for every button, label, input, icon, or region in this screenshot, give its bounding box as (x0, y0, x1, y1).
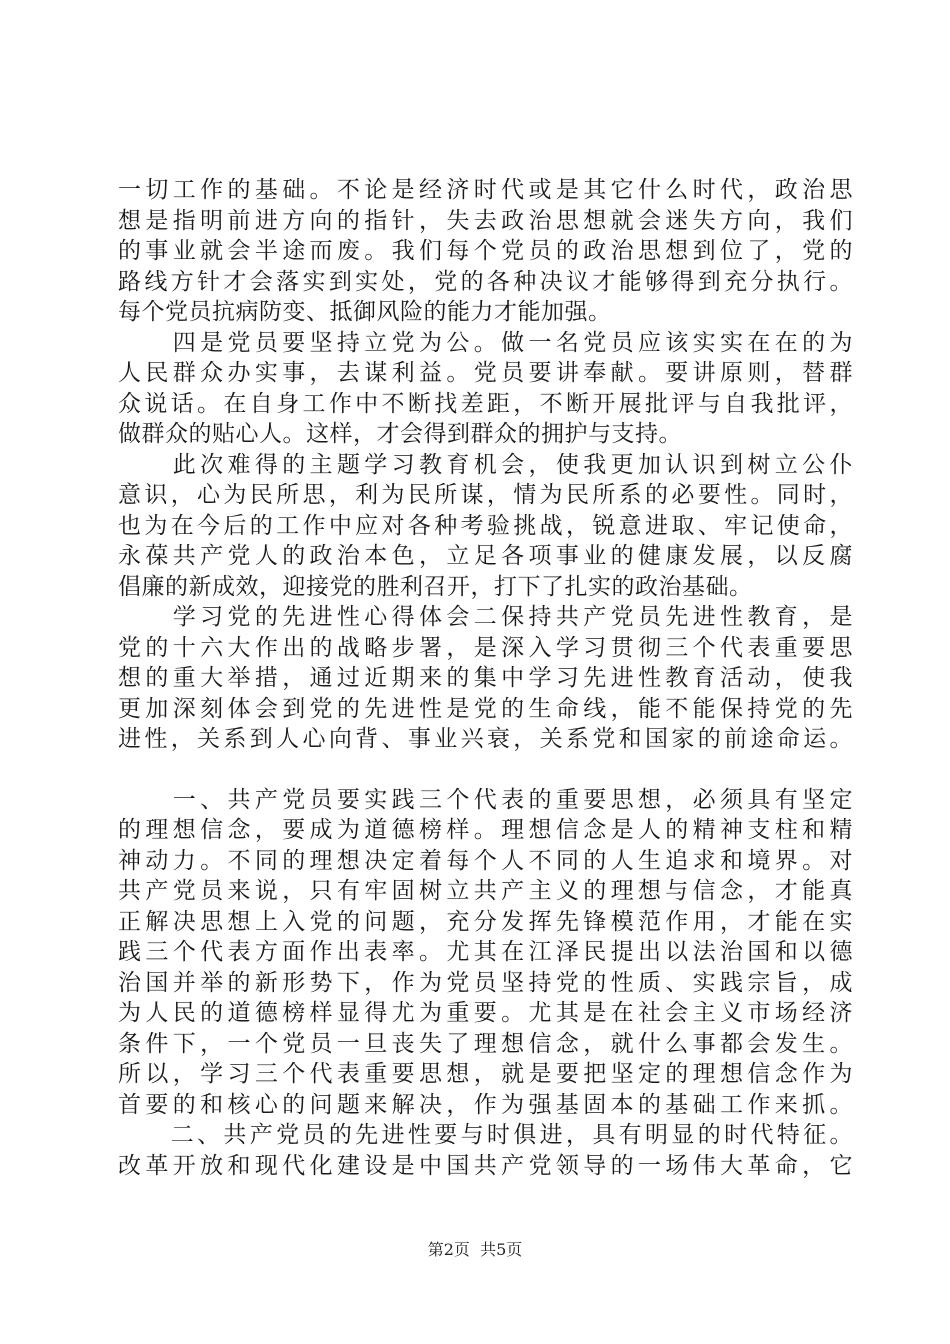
paragraph-gap (118, 755, 853, 785)
text-line: 一切工作的基础。不论是经济时代或是其它什么时代，政治思 (118, 177, 853, 203)
text-line: 践三个代表方面作出表率。尤其在江泽民提出以法治国和以德 (118, 939, 853, 965)
paragraph-2 (118, 328, 853, 450)
text-line: 倡廉的新成效，迎接党的胜利召开，打下了扎实的政治基础。 (118, 573, 753, 600)
text-line: 想的重大举措，通过近期来的集中学习先进性教育活动，使我 (118, 665, 853, 691)
page-footer (0, 1240, 950, 1260)
text-line: 治国并举的新形势下，作为党员坚持党的性质、实践宗旨，成 (118, 969, 853, 996)
text-line: 为人民的道德榜样显得尤为重要。尤其是在社会主义市场经济 (118, 1000, 853, 1026)
paragraph-4 (118, 602, 853, 755)
text-line: 做群众的贴心人。这样，才会得到群众的拥护与支持。 (118, 421, 682, 447)
text-line: 路线方针才会落实到实处，党的各种决议才能够得到充分执行。 (118, 268, 853, 295)
text-line: 四是党员要坚持立党为公。做一名党员应该实实在在的为 (118, 329, 853, 356)
text-line: 条件下，一个党员一旦丧失了理想信念，就什么事都会发生。 (118, 1030, 853, 1057)
text-line: 更加深刻体会到党的先进性是党的生命线，能不能保持党的先 (118, 695, 853, 722)
text-line: 神动力。不同的理想决定着每个人不同的人生追求和境界。对 (118, 847, 853, 874)
text-line: 众说话。在自身工作中不断找差距，不断开展批评与自我批评， (118, 390, 853, 417)
text-line: 的事业就会半途而废。我们每个党员的政治思想到位了，党的 (118, 238, 853, 264)
text-line: 人民群众办实事，去谋利益。党员要讲奉献。要讲原则，替群 (118, 360, 853, 386)
page-number: 第2页 共5页 (427, 1240, 523, 1259)
text-line: 此次难得的主题学习教育机会，使我更加认识到树立公仆 (118, 451, 853, 478)
text-line: 永葆共产党人的政治本色，立足各项事业的健康发展，以反腐 (118, 543, 853, 569)
text-line: 正解决思想上入党的问题，充分发挥先锋模范作用，才能在实 (118, 908, 853, 935)
text-line: 学习党的先进性心得体会二保持共产党员先进性教育，是 (118, 604, 853, 630)
text-line: 想是指明前进方向的指针，失去政治思想就会迷失方向，我们 (118, 207, 853, 234)
text-line: 共产党员来说，只有牢固树立共产主义的理想与信念，才能真 (118, 878, 853, 904)
paragraph-1 (118, 175, 853, 328)
text-line: 党的十六大作出的战略步署，是深入学习贯彻三个代表重要思 (118, 634, 853, 661)
body-text (118, 175, 853, 1181)
text-line: 每个党员抗病防变、抵御风险的能力才能加强。 (118, 299, 612, 325)
text-line: 意识，心为民所思，利为民所谋，情为民所系的必要性。同时， (118, 482, 853, 508)
text-line: 首要的和核心的问题来解决，作为强基固本的基础工作来抓。 (118, 1091, 853, 1118)
text-line: 也为在今后的工作中应对各种考验挑战，锐意进取、牢记使命， (118, 512, 853, 539)
paragraph-5 (118, 785, 853, 1121)
text-line: 一、共产党员要实践三个代表的重要思想，必须具有坚定 (118, 786, 853, 813)
paragraph-6 (118, 1120, 853, 1181)
text-line: 的理想信念，要成为道德榜样。理想信念是人的精神支柱和精 (118, 817, 853, 843)
paragraph-3 (118, 450, 853, 603)
text-line: 二、共产党员的先进性要与时俱进，具有明显的时代特征。 (118, 1122, 853, 1148)
text-line: 进性，关系到人心向背、事业兴衰，关系党和国家的前途命运。 (118, 726, 853, 752)
text-line: 所以，学习三个代表重要思想，就是要把坚定的理想信念作为 (118, 1061, 853, 1087)
text-line: 改革开放和现代化建设是中国共产党领导的一场伟大革命，它 (118, 1152, 853, 1179)
